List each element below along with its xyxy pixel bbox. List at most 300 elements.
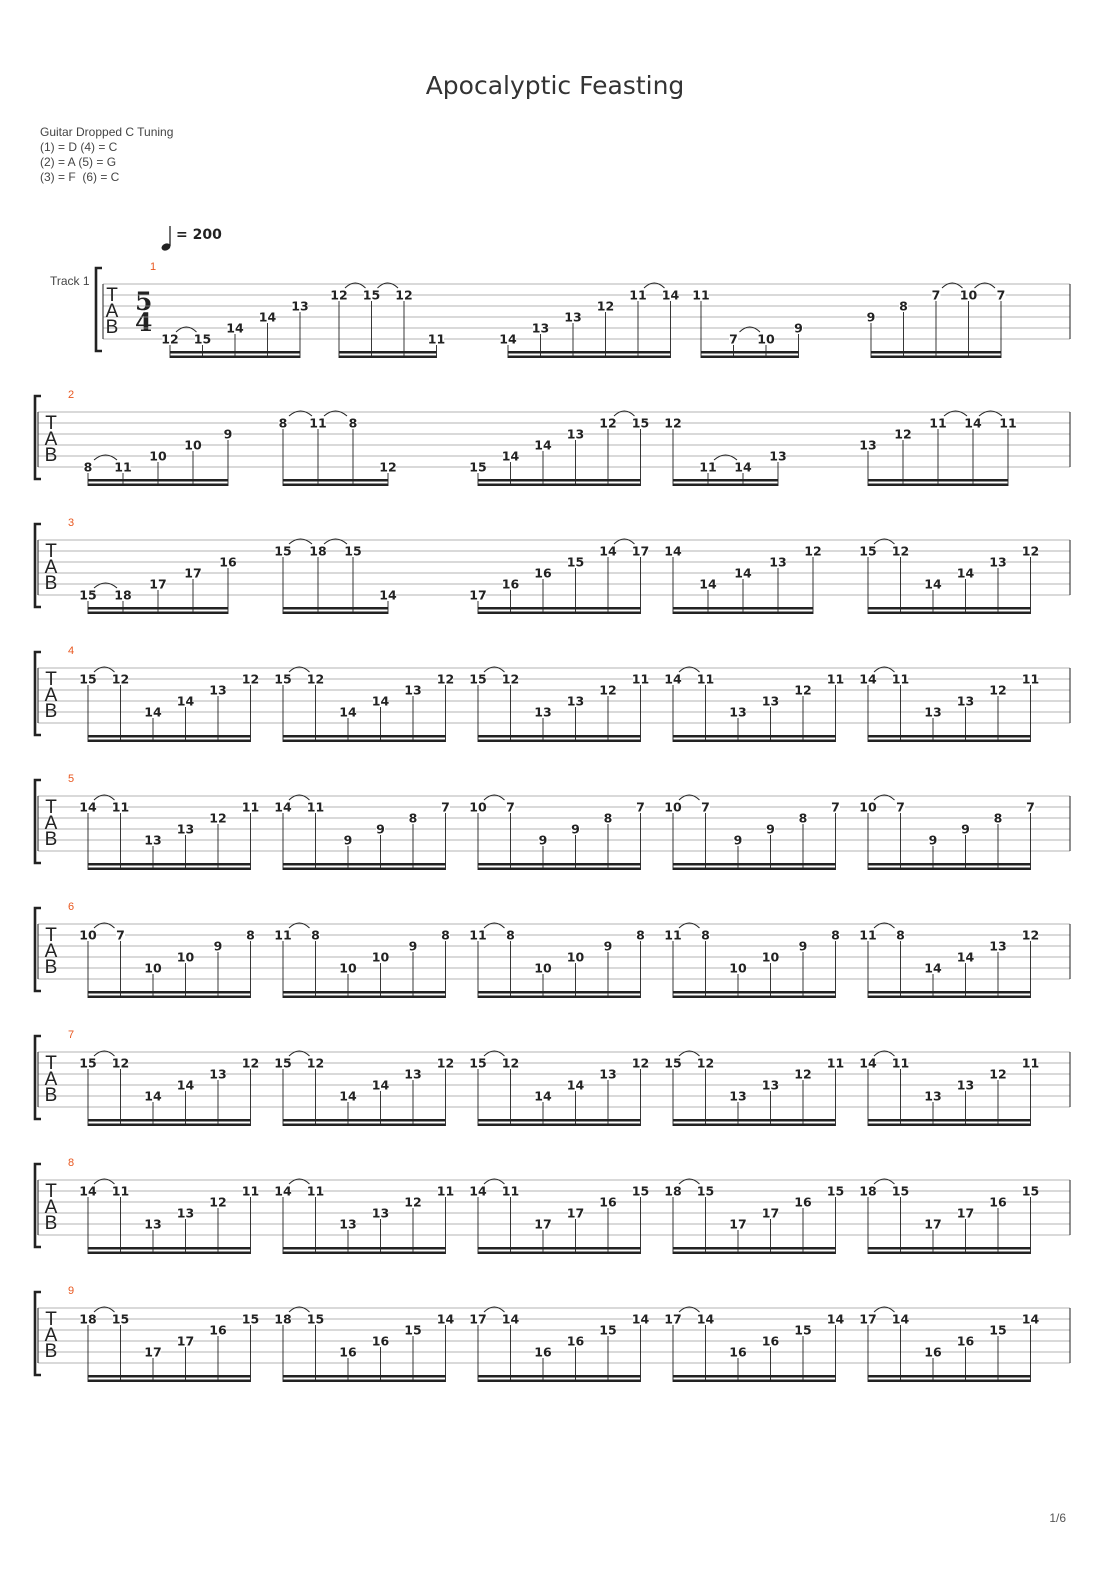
beam (88, 868, 251, 871)
beam (868, 740, 1031, 743)
beat-group (859, 1179, 1039, 1254)
fret-number: 15 (794, 1322, 812, 1338)
beat-group (469, 667, 649, 742)
fret-number: 11 (306, 1183, 325, 1199)
beam (478, 991, 641, 994)
beam (478, 735, 641, 738)
beam (88, 479, 228, 482)
tab-clef-letter: B (44, 701, 58, 722)
beam (339, 351, 437, 354)
fret-number: 14 (734, 565, 752, 581)
fret-number: 15 (469, 671, 487, 687)
fret-number: 12 (596, 298, 615, 314)
beat-group (469, 923, 645, 998)
fret-number: 14 (696, 1311, 715, 1327)
beam (871, 351, 1001, 354)
fret-number: 13 (761, 693, 780, 709)
beam (478, 996, 641, 999)
fret-number: 15 (631, 415, 650, 431)
beam (673, 1375, 836, 1378)
beam (283, 996, 446, 999)
fret-number: 13 (924, 704, 942, 720)
bar-number: 6 (68, 901, 75, 913)
beam (478, 1247, 641, 1250)
fret-number: 10 (566, 949, 585, 965)
fret-number: 12 (330, 287, 348, 303)
fret-number: 8 (408, 810, 418, 826)
fret-number: 10 (339, 960, 357, 976)
beam (508, 351, 671, 354)
fret-number: 12 (436, 671, 455, 687)
fret-number: 15 (111, 1311, 130, 1327)
tab-clef-letter: T (45, 925, 57, 946)
fret-number: 12 (804, 543, 822, 559)
beam (170, 356, 300, 359)
fret-number: 14 (274, 1183, 292, 1199)
fret-number: 18 (309, 543, 327, 559)
fret-number: 11 (629, 287, 647, 303)
beam (478, 868, 641, 871)
tab-clef-letter: B (44, 1341, 58, 1362)
beat-group (79, 1179, 259, 1254)
fret-number: 8 (636, 927, 645, 943)
bar-number: 3 (68, 517, 75, 529)
beam (868, 479, 1008, 482)
fret-number: 9 (961, 821, 970, 837)
tab-system (35, 517, 1070, 614)
beam (868, 484, 1008, 487)
fret-number: 9 (223, 426, 233, 442)
beat-group (274, 667, 454, 742)
fret-number: 14 (566, 1077, 585, 1093)
beam (88, 1380, 251, 1383)
fret-number: 15 (362, 287, 381, 303)
fret-number: 11 (891, 1055, 910, 1071)
fret-number: 14 (699, 576, 717, 592)
fret-number: 15 (79, 1055, 97, 1071)
fret-number: 14 (226, 320, 244, 336)
fret-number: 8 (993, 810, 1003, 826)
fret-number: 12 (161, 331, 179, 347)
tab-clef-letter: T (45, 541, 57, 562)
fret-number: 14 (499, 331, 517, 347)
fret-number: 12 (306, 1055, 325, 1071)
beam (673, 991, 836, 994)
tuning-line: (2) = A (5) = G (40, 155, 117, 169)
beat-group (274, 1051, 454, 1126)
tab-system (96, 261, 1070, 358)
fret-number: 18 (79, 1311, 97, 1327)
fret-number: 7 (931, 287, 941, 303)
fret-number: 11 (274, 927, 292, 943)
beam (478, 1375, 641, 1378)
fret-number: 7 (1026, 799, 1035, 815)
beam (868, 607, 1031, 610)
fret-number: 13 (144, 1216, 162, 1232)
fret-number: 13 (956, 1077, 975, 1093)
beat-group (664, 1307, 844, 1382)
fret-number: 15 (696, 1183, 715, 1199)
fret-number: 13 (564, 309, 582, 325)
fret-number: 15 (1021, 1183, 1040, 1199)
fret-number: 8 (603, 810, 613, 826)
beat-group (859, 923, 1039, 998)
fret-number: 14 (339, 704, 357, 720)
fret-number: 17 (566, 1205, 585, 1221)
fret-number: 11 (241, 1183, 260, 1199)
fret-number: 7 (506, 799, 515, 815)
beam (88, 1247, 251, 1250)
fret-number: 16 (371, 1333, 390, 1349)
beam (673, 863, 836, 866)
beam (673, 1252, 836, 1255)
fret-number: 10 (469, 799, 487, 815)
fret-number: 14 (599, 543, 617, 559)
fret-number: 17 (631, 543, 650, 559)
fret-number: 12 (501, 1055, 520, 1071)
tab-systems (35, 261, 1070, 1382)
beam (673, 740, 836, 743)
tab-clef-letter: B (44, 957, 58, 978)
fret-number: 14 (339, 1088, 357, 1104)
beam (701, 356, 799, 359)
tuning-heading: Guitar Dropped C Tuning (40, 125, 174, 139)
tab-clef-letter: B (105, 317, 119, 338)
beam (88, 1375, 251, 1378)
beam (478, 1119, 641, 1122)
fret-number: 15 (193, 331, 212, 347)
fret-number: 15 (631, 1183, 650, 1199)
fret-number: 12 (209, 1194, 227, 1210)
system-bracket (96, 268, 102, 351)
fret-number: 12 (209, 810, 227, 826)
beam (478, 1124, 641, 1127)
beam (868, 1252, 1031, 1255)
tab-clef-letter: T (45, 1181, 57, 1202)
fret-number: 13 (729, 1088, 747, 1104)
beam (673, 479, 778, 482)
fret-number: 15 (241, 1311, 260, 1327)
fret-number: 15 (469, 459, 487, 475)
fret-number: 12 (501, 671, 520, 687)
fret-number: 16 (599, 1194, 617, 1210)
fret-number: 11 (929, 415, 947, 431)
beam (673, 996, 836, 999)
fret-number: 11 (469, 927, 487, 943)
beat-group (692, 288, 803, 359)
fret-number: 13 (144, 832, 162, 848)
fret-number: 10 (184, 437, 202, 453)
fret-number: 17 (534, 1216, 552, 1232)
fret-number: 14 (371, 1077, 390, 1093)
tab-clef-letter: A (44, 1069, 58, 1090)
time-signature-top: 5 (135, 287, 153, 316)
fret-number: 14 (734, 459, 752, 475)
beat-group (469, 1179, 649, 1254)
beam (88, 1124, 251, 1127)
fret-number: 8 (506, 927, 515, 943)
fret-number: 12 (696, 1055, 715, 1071)
time-signature (135, 287, 152, 337)
fret-number: 14 (631, 1311, 650, 1327)
tab-clef-letter: A (44, 557, 58, 578)
beam (868, 996, 1031, 999)
fret-number: 11 (111, 1183, 130, 1199)
bar-number: 7 (68, 1029, 75, 1041)
beam (868, 863, 1031, 866)
beat-group (664, 1179, 844, 1254)
fret-number: 10 (534, 960, 552, 976)
fret-number: 14 (1021, 1311, 1040, 1327)
beam (673, 868, 836, 871)
fret-number: 9 (408, 938, 418, 954)
fret-number: 12 (395, 287, 413, 303)
fret-number: 14 (826, 1311, 845, 1327)
beam (868, 868, 1031, 871)
beat-group (274, 923, 450, 998)
fret-number: 10 (729, 960, 747, 976)
fret-number: 12 (111, 1055, 130, 1071)
tab-clef-letter: T (45, 1309, 57, 1330)
fret-number: 16 (566, 1333, 585, 1349)
fret-number: 13 (761, 1077, 780, 1093)
beat-group (79, 1307, 259, 1382)
tab-system (35, 645, 1070, 742)
fret-number: 11 (501, 1183, 520, 1199)
beam (868, 1247, 1031, 1250)
fret-number: 14 (859, 671, 877, 687)
beat-group (469, 1307, 649, 1382)
beam (868, 1375, 1031, 1378)
beam (88, 996, 251, 999)
fret-number: 12 (1021, 927, 1040, 943)
beam (673, 612, 813, 615)
song-title: Apocalyptic Feasting (425, 71, 685, 100)
fret-number: 9 (928, 832, 938, 848)
fret-number: 11 (436, 1183, 455, 1199)
fret-number: 11 (696, 671, 715, 687)
track-label: Track 1 (50, 274, 90, 288)
bar-number: 8 (68, 1157, 75, 1169)
fret-number: 16 (534, 565, 552, 581)
tab-clef-letter: B (44, 445, 58, 466)
fret-number: 10 (757, 331, 775, 347)
fret-number: 9 (866, 309, 876, 325)
beat-group (664, 416, 786, 487)
fret-number: 11 (1021, 1055, 1040, 1071)
beam (508, 356, 671, 359)
fret-number: 15 (664, 1055, 682, 1071)
fret-number: 14 (534, 1088, 552, 1104)
beat-group (664, 923, 840, 998)
fret-number: 10 (176, 949, 195, 965)
fret-number: 11 (114, 459, 132, 475)
beam (673, 607, 813, 610)
fret-number: 15 (274, 671, 292, 687)
beat-group (79, 923, 255, 998)
beat-group (859, 1051, 1039, 1126)
fret-number: 16 (729, 1344, 747, 1360)
fret-number: 12 (379, 459, 397, 475)
fret-number: 11 (859, 927, 877, 943)
tab-clef-letter: A (44, 941, 58, 962)
beam (283, 740, 446, 743)
beam (478, 740, 641, 743)
fret-number: 14 (501, 448, 520, 464)
fret-number: 12 (891, 543, 910, 559)
fret-number: 8 (798, 810, 808, 826)
fret-number: 11 (699, 459, 717, 475)
fret-number: 10 (959, 287, 978, 303)
beat-group (859, 1307, 1039, 1382)
fret-number: 10 (79, 927, 97, 943)
beat-group (79, 667, 259, 742)
beam (868, 1380, 1031, 1383)
fret-number: 15 (404, 1322, 422, 1338)
fret-number: 7 (701, 799, 710, 815)
beat-group (274, 539, 397, 614)
fret-number: 10 (371, 949, 390, 965)
fret-number: 12 (664, 415, 682, 431)
fret-number: 13 (566, 426, 585, 442)
fret-number: 17 (924, 1216, 942, 1232)
fret-number: 13 (729, 704, 747, 720)
bar-number: 4 (68, 645, 75, 657)
beam (673, 1380, 836, 1383)
fret-number: 13 (859, 437, 877, 453)
tab-clef-letter: T (45, 413, 57, 434)
beat-group (664, 1051, 844, 1126)
fret-number: 12 (241, 671, 260, 687)
beat-group (859, 411, 1016, 486)
beam (478, 479, 641, 482)
tempo-marking (160, 226, 222, 252)
fret-number: 9 (376, 821, 385, 837)
fret-number: 15 (599, 1322, 617, 1338)
page-number: 1/6 (1049, 1511, 1066, 1525)
fret-number: 14 (661, 287, 680, 303)
fret-number: 16 (339, 1344, 357, 1360)
beam (478, 1380, 641, 1383)
beam (283, 484, 388, 487)
fret-number: 14 (664, 543, 682, 559)
fret-number: 14 (176, 693, 195, 709)
tab-clef-letter: A (44, 1325, 58, 1346)
fret-number: 14 (924, 960, 942, 976)
fret-number: 16 (501, 576, 520, 592)
fret-number: 8 (311, 927, 320, 943)
fret-number: 15 (826, 1183, 845, 1199)
tempo-value: = 200 (176, 227, 222, 243)
beam (478, 1252, 641, 1255)
fret-number: 14 (891, 1311, 910, 1327)
tab-system (35, 773, 1070, 870)
fret-number: 14 (859, 1055, 877, 1071)
beam (283, 1119, 446, 1122)
tab-clef-letter: B (44, 1085, 58, 1106)
beam (283, 479, 388, 482)
beat-group (279, 411, 397, 486)
beat-group (859, 667, 1039, 742)
fret-number: 9 (571, 821, 580, 837)
tab-clef-letter: T (45, 797, 57, 818)
beat-group (664, 795, 840, 870)
fret-number: 14 (436, 1311, 455, 1327)
fret-number: 12 (894, 426, 912, 442)
fret-number: 13 (566, 693, 585, 709)
beam (88, 991, 251, 994)
tab-system (35, 1285, 1070, 1382)
beat-group (274, 795, 450, 870)
fret-number: 15 (274, 543, 292, 559)
fret-number: 9 (538, 832, 548, 848)
fret-number: 14 (379, 587, 397, 603)
fret-number: 13 (176, 821, 195, 837)
fret-number: 14 (664, 671, 682, 687)
fret-number: 12 (241, 1055, 260, 1071)
fret-number: 14 (144, 1088, 162, 1104)
beam (88, 607, 228, 610)
fret-number: 14 (371, 693, 390, 709)
fret-number: 15 (566, 554, 585, 570)
fret-number: 13 (291, 298, 309, 314)
beat-group (499, 283, 679, 358)
fret-number: 8 (831, 927, 840, 943)
fret-number: 12 (306, 671, 325, 687)
fret-number: 17 (469, 587, 487, 603)
fret-number: 17 (729, 1216, 747, 1232)
fret-number: 9 (798, 938, 808, 954)
fret-number: 8 (278, 415, 288, 431)
bar-number: 5 (68, 773, 75, 785)
fret-number: 18 (859, 1183, 877, 1199)
fret-number: 11 (826, 671, 845, 687)
fret-number: 15 (989, 1322, 1007, 1338)
beam (283, 1247, 446, 1250)
beat-group (664, 544, 821, 615)
fret-number: 12 (989, 682, 1007, 698)
fret-number: 11 (1021, 671, 1040, 687)
beat-group (330, 283, 445, 358)
fret-number: 13 (209, 682, 227, 698)
fret-number: 11 (826, 1055, 845, 1071)
tab-clef-letter: A (105, 301, 119, 322)
fret-number: 17 (176, 1333, 195, 1349)
tab-system (35, 901, 1070, 998)
fret-number: 11 (664, 927, 682, 943)
fret-number: 9 (343, 832, 353, 848)
fret-number: 12 (404, 1194, 422, 1210)
fret-number: 7 (896, 799, 905, 815)
fret-number: 17 (144, 1344, 162, 1360)
fret-number: 17 (664, 1311, 682, 1327)
fret-number: 8 (899, 298, 908, 314)
fret-number: 13 (769, 554, 787, 570)
beat-group (469, 411, 649, 486)
beam (283, 607, 388, 610)
fret-number: 16 (794, 1194, 812, 1210)
fret-number: 16 (534, 1344, 552, 1360)
fret-number: 14 (79, 1183, 97, 1199)
fret-number: 9 (794, 320, 803, 336)
fret-number: 16 (989, 1194, 1007, 1210)
beam (283, 1124, 446, 1127)
fret-number: 11 (306, 799, 325, 815)
beam (88, 1252, 251, 1255)
tab-clef-letter: A (44, 813, 58, 834)
fret-number: 9 (213, 938, 223, 954)
fret-number: 13 (599, 1066, 617, 1082)
